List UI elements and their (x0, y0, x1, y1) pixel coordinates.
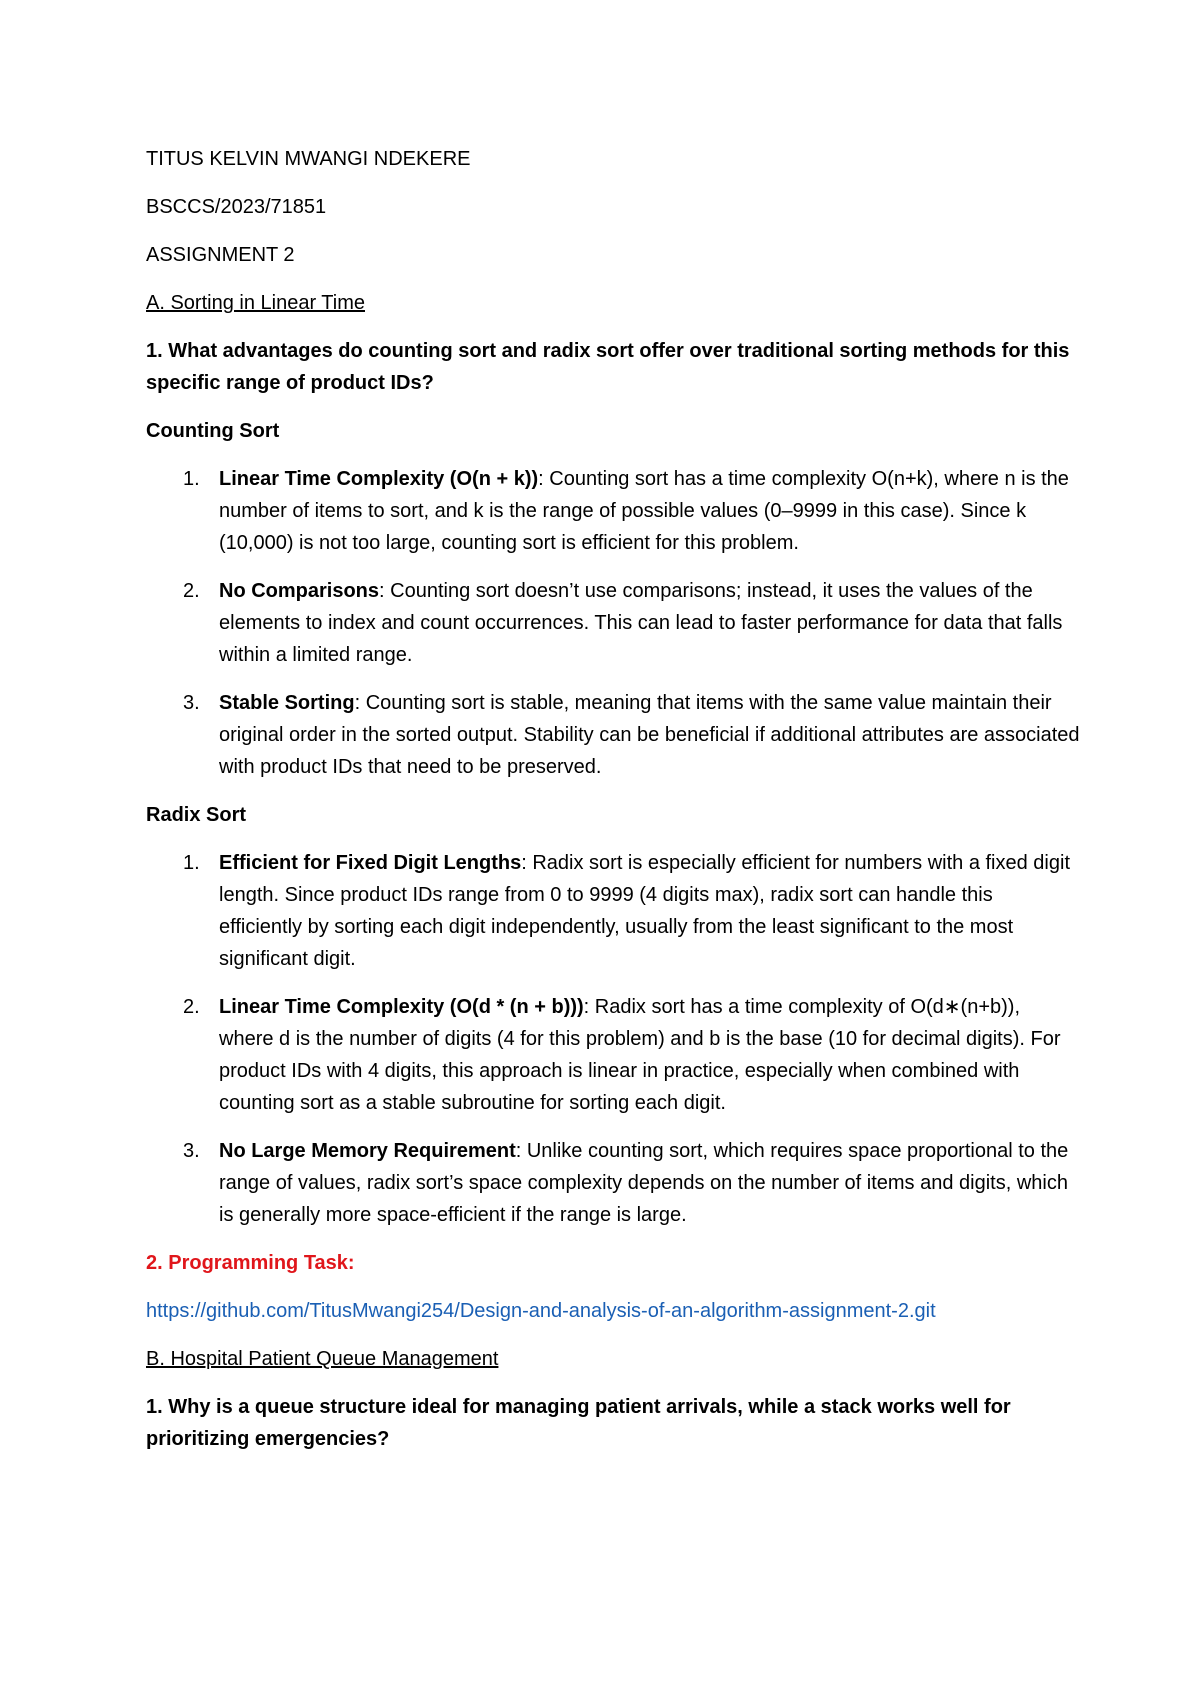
section-b-heading: B. Hospital Patient Queue Management (146, 1348, 499, 1370)
list-item (146, 687, 1080, 783)
list-item-title: No Large Memory Requirement (219, 1140, 516, 1162)
list-number: 1. (183, 852, 200, 874)
assignment-title: ASSIGNMENT 2 (146, 244, 295, 266)
counting-sort-list (146, 463, 1080, 783)
programming-task-heading: 2. Programming Task: (146, 1252, 355, 1274)
counting-sort-heading: Counting Sort (146, 420, 280, 442)
list-item-text: : Radix sort is especially efficient for numbers with a fixed digit length. Since product IDs range from 0 to 9999 (4 digits max), radix sort can handle this efficiently by sorting each digit independently, usually from the least significant to the most significant digit. (219, 852, 1070, 970)
list-number: 2. (183, 580, 200, 602)
list-number: 1. (183, 468, 200, 490)
github-repo-link[interactable]: https://github.com/TitusMwangi254/Design-and-analysis-of-an-algorithm-assignment-2.git (146, 1300, 936, 1322)
list-item (146, 463, 1080, 559)
list-item (146, 1135, 1080, 1231)
list-item-title: No Comparisons (219, 580, 380, 602)
list-item (146, 575, 1080, 671)
list-item (146, 847, 1080, 975)
radix-sort-heading: Radix Sort (146, 804, 247, 826)
list-item (146, 991, 1080, 1119)
student-name: TITUS KELVIN MWANGI NDEKERE (146, 148, 471, 170)
list-item-title: Stable Sorting (219, 692, 355, 714)
radix-sort-list (146, 847, 1080, 1231)
list-number: 3. (183, 692, 200, 714)
list-item-text: : Unlike counting sort, which requires space proportional to the range of values, radix sort’s space complexity depends on the number of items and digits, which is generally more space-efficient if the range is large. (219, 1140, 1069, 1226)
list-number: 3. (183, 1140, 200, 1162)
section-b-question-1: 1. Why is a queue structure ideal for managing patient arrivals, while a stack works well for prioritizing emergencies? (146, 1396, 1011, 1450)
list-item-text: : Counting sort doesn’t use comparisons; instead, it uses the values of the elements to index and count occurrences. This can lead to faster performance for data that falls within a limited range. (219, 580, 1063, 666)
list-item-text: : Counting sort is stable, meaning that items with the same value maintain their original order in the sorted output. Stability can be beneficial if additional attributes are associated with product IDs that need to be preserved. (219, 692, 1080, 778)
list-item-title: Linear Time Complexity (O(d * (n + b))) (219, 996, 584, 1018)
registration-number: BSCCS/2023/71851 (146, 196, 327, 218)
section-a-question-1: 1. What advantages do counting sort and radix sort offer over traditional sorting methods for this specific range of product IDs? (146, 340, 1070, 394)
list-item-text: : Counting sort has a time complexity O(n+k), where n is the number of items to sort, and k is the range of possible values (0–9999 in this case). Since k (10,000) is not too large, counting sort is efficient for this problem. (219, 468, 1069, 554)
list-number: 2. (183, 996, 200, 1018)
list-item-text: : Radix sort has a time complexity of O(d∗(n+b)), where d is the number of digits (4 for this problem) and b is the base (10 for decimal digits). For product IDs with 4 digits, this approach is linear in practice, especially when combined with counting sort as a stable subroutine for sorting each digit. (219, 996, 1061, 1114)
list-item-title: Efficient for Fixed Digit Lengths (219, 852, 522, 874)
section-a-heading: A. Sorting in Linear Time (146, 292, 365, 314)
list-item-title: Linear Time Complexity (O(n + k)) (219, 468, 539, 490)
